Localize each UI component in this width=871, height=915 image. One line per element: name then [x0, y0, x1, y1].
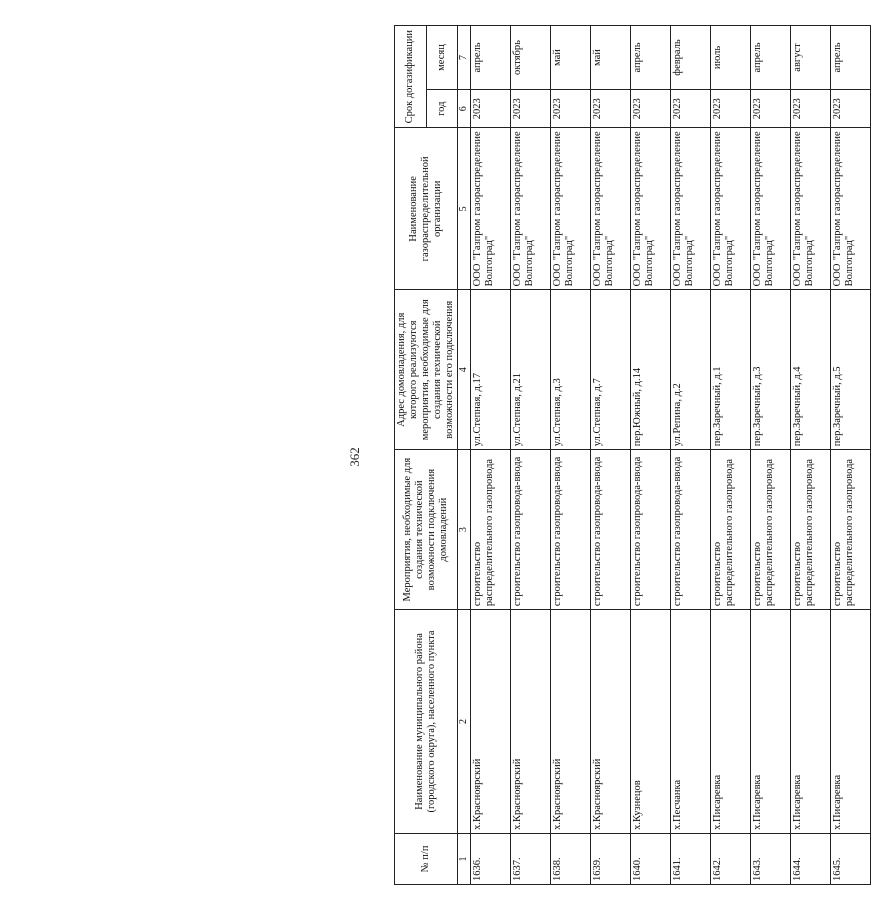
header-year: год	[426, 90, 458, 128]
row-month: июль	[711, 26, 751, 90]
row-number: 1642.	[711, 833, 751, 884]
header-month: месяц	[426, 26, 458, 90]
row-address: ул.Степная, д.3	[551, 290, 591, 450]
row-measure: строительство газопровода-ввода	[511, 450, 551, 610]
row-org: ООО "Газпром газораспределение Волгоград"	[471, 128, 511, 290]
row-year: 2023	[791, 90, 831, 128]
gasification-table	[394, 25, 871, 885]
col-number: 1	[458, 833, 471, 884]
row-year: 2023	[631, 90, 671, 128]
col-number: 4	[458, 290, 471, 450]
row-number: 1644.	[791, 833, 831, 884]
header-deadline: Срок догазификации	[395, 26, 427, 128]
table-row	[751, 26, 791, 885]
row-org: ООО "Газпром газораспределение Волгоград"	[631, 128, 671, 290]
table-row	[711, 26, 751, 885]
row-org: ООО "Газпром газораспределение Волгоград"	[671, 128, 711, 290]
row-place: х.Писаревка	[831, 610, 871, 834]
row-place: х.Песчанка	[671, 610, 711, 834]
page-number: 362	[347, 447, 362, 467]
row-measure: строительство распределительного газопровода	[711, 450, 751, 610]
header-num: № п/п	[395, 833, 458, 884]
row-place: х.Красноярский	[471, 610, 511, 834]
row-org: ООО "Газпром газораспределение Волгоград"	[831, 128, 871, 290]
row-address: ул.Степная, д.21	[511, 290, 551, 450]
row-address: пер.Заречный, д.1	[711, 290, 751, 450]
header-district: Наименование муниципального района (городского округа), населенного пункта	[395, 610, 458, 834]
row-number: 1641.	[671, 833, 711, 884]
table-row	[591, 26, 631, 885]
row-address: ул.Степная, д.7	[591, 290, 631, 450]
row-year: 2023	[671, 90, 711, 128]
row-place: х.Писаревка	[711, 610, 751, 834]
row-year: 2023	[511, 90, 551, 128]
row-year: 2023	[551, 90, 591, 128]
col-number: 6	[458, 90, 471, 128]
row-number: 1638.	[551, 833, 591, 884]
row-address: ул.Репина, д.2	[671, 290, 711, 450]
table-body	[471, 26, 871, 885]
column-numbers-row	[458, 26, 471, 885]
row-measure: строительство распределительного газопровода	[831, 450, 871, 610]
row-place: х.Писаревка	[791, 610, 831, 834]
row-address: пер.Южный, д.14	[631, 290, 671, 450]
table-row	[471, 26, 511, 885]
row-measure: строительство газопровода-ввода	[551, 450, 591, 610]
col-number: 5	[458, 128, 471, 290]
header-address: Адрес домовладения, для которого реализуются мероприятия, необходимые для создания технической возможности его подключения	[395, 290, 458, 450]
row-number: 1637.	[511, 833, 551, 884]
row-address: ул.Степная, д.17	[471, 290, 511, 450]
rotated-table-container	[394, 25, 856, 885]
row-measure: строительство газопровода-ввода	[631, 450, 671, 610]
row-measure: строительство газопровода-ввода	[591, 450, 631, 610]
table-row	[671, 26, 711, 885]
row-month: май	[551, 26, 591, 90]
row-month: октябрь	[511, 26, 551, 90]
row-org: ООО "Газпром газораспределение Волгоград"	[711, 128, 751, 290]
table-row	[511, 26, 551, 885]
row-measure: строительство газопровода-ввода	[671, 450, 711, 610]
row-org: ООО "Газпром газораспределение Волгоград"	[551, 128, 591, 290]
row-org: ООО "Газпром газораспределение Волгоград"	[791, 128, 831, 290]
table-row	[551, 26, 591, 885]
row-org: ООО "Газпром газораспределение Волгоград"	[591, 128, 631, 290]
row-year: 2023	[751, 90, 791, 128]
row-year: 2023	[591, 90, 631, 128]
row-address: пер.Заречный, д.4	[791, 290, 831, 450]
row-number: 1640.	[631, 833, 671, 884]
row-number: 1639.	[591, 833, 631, 884]
table-header	[395, 26, 471, 885]
row-place: х.Писаревка	[751, 610, 791, 834]
col-number: 7	[458, 26, 471, 90]
row-number: 1636.	[471, 833, 511, 884]
row-measure: строительство распределительного газопровода	[471, 450, 511, 610]
col-number: 2	[458, 610, 471, 834]
table-row	[831, 26, 871, 885]
row-address: пер.Заречный, д.3	[751, 290, 791, 450]
row-month: апрель	[831, 26, 871, 90]
row-month: апрель	[751, 26, 791, 90]
row-number: 1645.	[831, 833, 871, 884]
row-place: х.Кузнецов	[631, 610, 671, 834]
row-number: 1643.	[751, 833, 791, 884]
row-measure: строительство распределительного газопровода	[751, 450, 791, 610]
row-place: х.Красноярский	[511, 610, 551, 834]
row-year: 2023	[471, 90, 511, 128]
header-measures: Мероприятия, необходимые для создания технической возможности подключения домовладений	[395, 450, 458, 610]
row-place: х.Красноярский	[591, 610, 631, 834]
table-row	[631, 26, 671, 885]
row-year: 2023	[711, 90, 751, 128]
row-address: пер.Заречный, д.5	[831, 290, 871, 450]
table-row	[791, 26, 831, 885]
row-month: май	[591, 26, 631, 90]
row-month: февраль	[671, 26, 711, 90]
row-org: ООО "Газпром газораспределение Волгоград"	[751, 128, 791, 290]
row-place: х.Красноярский	[551, 610, 591, 834]
header-org: Наименование газораспределительной организации	[395, 128, 458, 290]
row-month: август	[791, 26, 831, 90]
row-measure: строительство распределительного газопровода	[791, 450, 831, 610]
row-month: апрель	[631, 26, 671, 90]
col-number: 3	[458, 450, 471, 610]
row-org: ООО "Газпром газораспределение Волгоград"	[511, 128, 551, 290]
row-month: апрель	[471, 26, 511, 90]
row-year: 2023	[831, 90, 871, 128]
